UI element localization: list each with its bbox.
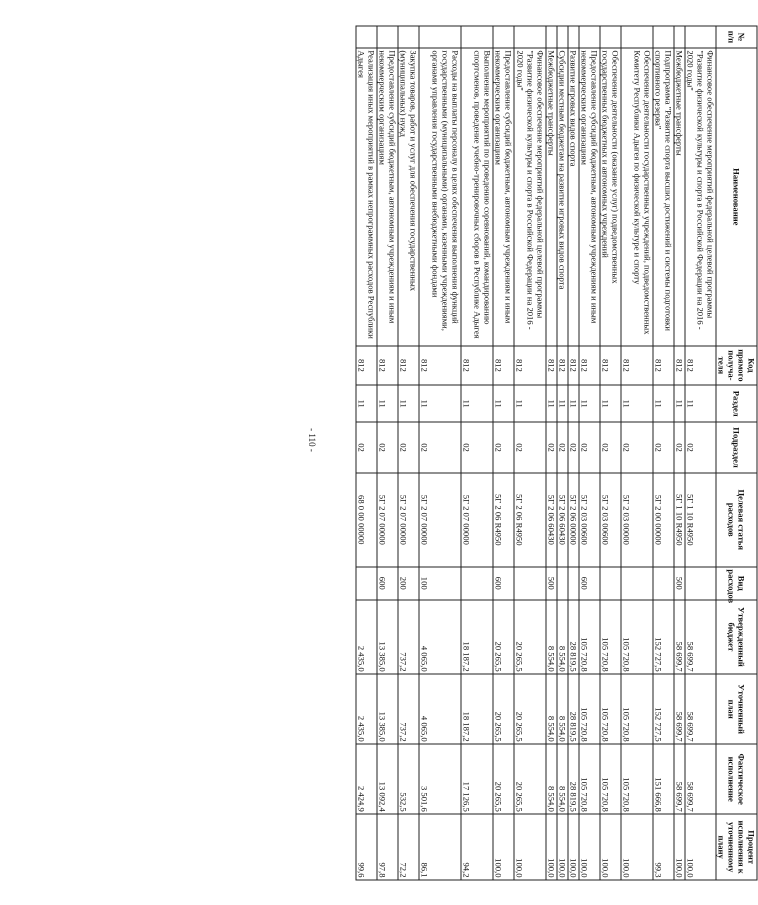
cell-type: [600, 566, 621, 599]
cell-refined: 13 385,0: [377, 674, 398, 744]
cell-actual: 28 819,5: [568, 744, 579, 814]
cell-idx: [674, 26, 685, 48]
cell-subsection: 02: [579, 422, 600, 472]
cell-code: 812: [546, 345, 557, 384]
cell-actual: 8 554,0: [557, 744, 568, 814]
cell-name: Предоставление субсидий бюджетным, автономным учреждениям и иным некоммерческим организациям: [579, 47, 600, 345]
cell-actual: 17 126,5: [461, 744, 493, 814]
cell-actual: 105 720,8: [579, 744, 600, 814]
cell-name: Межбюджетные трансферты: [546, 47, 557, 345]
cell-type: 500: [674, 566, 685, 599]
cell-refined: 18 187,2: [461, 674, 493, 744]
cell-refined: 105 720,8: [600, 674, 621, 744]
cell-idx: [398, 26, 419, 48]
cell-approved: 58 699,7: [674, 599, 685, 673]
cell-approved: 18 187,2: [461, 599, 493, 673]
cell-approved: 13 385,0: [377, 599, 398, 673]
cell-code: 812: [377, 345, 398, 384]
cell-percent: 100,0: [546, 814, 557, 880]
cell-type: 600: [493, 566, 514, 599]
cell-target: 5Г 2 06 60430: [546, 472, 557, 566]
cell-name: Закупка товаров, работ и услуг для обеспечения государственных (муниципальных) нужд: [398, 47, 419, 345]
cell-section: 11: [557, 385, 568, 422]
cell-approved: 20 265,5: [493, 599, 514, 673]
cell-section: 11: [461, 385, 493, 422]
cell-type: [514, 566, 546, 599]
table-row: [356, 26, 377, 880]
cell-section: 11: [356, 385, 377, 422]
header-refined: Уточненный план: [716, 674, 757, 744]
cell-percent: 99,3: [653, 814, 674, 880]
table-row: [653, 26, 674, 880]
cell-percent: 99,6: [356, 814, 377, 880]
cell-target: 5Г 2 03 00600: [579, 472, 600, 566]
cell-name: Расходы на выплаты персоналу в целях обеспечения выполнения функций государственными (муниципальными) органами, казенными учреждениями, органами управления государственными внебюджетными фондами: [419, 47, 461, 345]
cell-refined: 58 699,7: [674, 674, 685, 744]
cell-name: Финансовое обеспечение мероприятий федеральной целевой программы "Развитие физической культуры и спорта в Российской Федерации на 2016 - 2020 годы": [514, 47, 546, 345]
cell-refined: 2 435,0: [356, 674, 377, 744]
cell-type: 500: [546, 566, 557, 599]
cell-type: [557, 566, 568, 599]
cell-approved: 58 699,7: [685, 599, 716, 673]
table-row: [398, 26, 419, 880]
cell-actual: 20 265,5: [514, 744, 546, 814]
header-type: Вид расходов: [716, 566, 757, 599]
cell-percent: 86,1: [419, 814, 461, 880]
header-idx: № п/п: [716, 26, 757, 48]
cell-refined: 20 265,5: [514, 674, 546, 744]
cell-idx: [514, 26, 546, 48]
cell-approved: 737,2: [398, 599, 419, 673]
cell-type: [568, 566, 579, 599]
cell-name: Развитие игровых видов спорта: [568, 47, 579, 345]
table-row: [685, 26, 716, 880]
cell-section: 11: [493, 385, 514, 422]
cell-section: 11: [685, 385, 716, 422]
table-row: [674, 26, 685, 880]
cell-section: 11: [674, 385, 685, 422]
cell-refined: 58 699,7: [685, 674, 716, 744]
cell-percent: 100,0: [557, 814, 568, 880]
cell-code: 812: [621, 345, 653, 384]
cell-section: 11: [568, 385, 579, 422]
cell-actual: 532,5: [398, 744, 419, 814]
cell-code: 812: [461, 345, 493, 384]
cell-actual: 20 265,5: [493, 744, 514, 814]
cell-approved: 4 065,0: [419, 599, 461, 673]
cell-percent: 72,2: [398, 814, 419, 880]
cell-subsection: 02: [600, 422, 621, 472]
cell-percent: 100,0: [600, 814, 621, 880]
cell-code: 812: [514, 345, 546, 384]
header-percent: Процент исполнения к уточненному плану: [716, 814, 757, 880]
table-row: [461, 26, 493, 880]
cell-subsection: 02: [514, 422, 546, 472]
cell-type: [653, 566, 674, 599]
cell-approved: 28 819,5: [568, 599, 579, 673]
cell-code: 812: [653, 345, 674, 384]
cell-percent: 100,0: [621, 814, 653, 880]
cell-percent: 100,0: [674, 814, 685, 880]
cell-subsection: 02: [685, 422, 716, 472]
cell-section: 11: [377, 385, 398, 422]
cell-approved: 105 720,8: [621, 599, 653, 673]
cell-approved: 105 720,8: [579, 599, 600, 673]
table-row: [377, 26, 398, 880]
cell-actual: 105 720,8: [621, 744, 653, 814]
cell-approved: 2 435,0: [356, 599, 377, 673]
cell-percent: 100,0: [579, 814, 600, 880]
cell-target: 5Г 1 10 R4950: [685, 472, 716, 566]
cell-approved: 152 727,5: [653, 599, 674, 673]
cell-idx: [461, 26, 493, 48]
cell-subsection: 02: [461, 422, 493, 472]
cell-approved: 105 720,8: [600, 599, 621, 673]
cell-actual: 58 699,7: [685, 744, 716, 814]
cell-section: 11: [546, 385, 557, 422]
cell-name: Субсидии местным бюджетам на развитие игровых видов спорта: [557, 47, 568, 345]
cell-refined: 737,2: [398, 674, 419, 744]
cell-idx: [653, 26, 674, 48]
header-name: Наименование: [716, 47, 757, 345]
cell-target: 5Г 2 03 00600: [600, 472, 621, 566]
table-row: [600, 26, 621, 880]
cell-subsection: 02: [568, 422, 579, 472]
cell-code: 812: [419, 345, 461, 384]
table-row: [493, 26, 514, 880]
budget-table: [356, 25, 758, 880]
header-section: Раздел: [716, 385, 757, 422]
cell-refined: 8 554,0: [546, 674, 557, 744]
page-number: - 110 -: [307, 428, 317, 452]
cell-refined: 152 727,5: [653, 674, 674, 744]
cell-target: 5Г 2 07 00000: [419, 472, 461, 566]
cell-type: [356, 566, 377, 599]
cell-subsection: 02: [621, 422, 653, 472]
cell-name: Предоставление субсидий бюджетным, автономным учреждениям и иным некоммерческим организациям: [377, 47, 398, 345]
cell-refined: 28 819,5: [568, 674, 579, 744]
cell-section: 11: [514, 385, 546, 422]
cell-target: 5Г 2 06 60430: [557, 472, 568, 566]
cell-type: 600: [377, 566, 398, 599]
cell-refined: 105 720,8: [621, 674, 653, 744]
cell-code: 812: [398, 345, 419, 384]
cell-idx: [419, 26, 461, 48]
cell-target: 5Г 2 06 00000: [568, 472, 579, 566]
header-code: Код прямого получа-теля: [716, 345, 757, 384]
cell-refined: 20 265,5: [493, 674, 514, 744]
cell-section: 11: [579, 385, 600, 422]
cell-target: 5Г 2 07 00000: [377, 472, 398, 566]
header-target: Целевая статья расходов: [716, 472, 757, 566]
cell-actual: 13 092,4: [377, 744, 398, 814]
cell-section: 11: [653, 385, 674, 422]
cell-percent: 94,2: [461, 814, 493, 880]
cell-code: 812: [493, 345, 514, 384]
cell-approved: 20 265,5: [514, 599, 546, 673]
cell-code: 812: [685, 345, 716, 384]
cell-percent: 100,0: [568, 814, 579, 880]
cell-code: 812: [568, 345, 579, 384]
cell-percent: 100,0: [493, 814, 514, 880]
cell-name: Обеспечение деятельности государственных учреждений, подведомственных Комитету Республики Адыгея по физической культуре и спорту: [621, 47, 653, 345]
cell-target: 5Г 2 07 00000: [398, 472, 419, 566]
cell-section: 11: [419, 385, 461, 422]
cell-percent: 100,0: [685, 814, 716, 880]
cell-code: 812: [579, 345, 600, 384]
cell-section: 11: [398, 385, 419, 422]
cell-percent: 97,8: [377, 814, 398, 880]
cell-type: [621, 566, 653, 599]
cell-idx: [685, 26, 716, 48]
table-row: [514, 26, 546, 880]
cell-target: 5Г 2 03 00000: [621, 472, 653, 566]
cell-code: 812: [674, 345, 685, 384]
cell-actual: 105 720,8: [600, 744, 621, 814]
header-approved: Утвержденный бюджет: [716, 599, 757, 673]
cell-idx: [493, 26, 514, 48]
cell-target: 68 0 00 00000: [356, 472, 377, 566]
cell-percent: 100,0: [514, 814, 546, 880]
cell-idx: [377, 26, 398, 48]
document-sheet: [148, 25, 758, 880]
cell-actual: 3 501,6: [419, 744, 461, 814]
cell-idx: [568, 26, 579, 48]
header-actual: Фактическое исполнение: [716, 744, 757, 814]
table-row: [621, 26, 653, 880]
cell-idx: [356, 26, 377, 48]
cell-name: Выполнение мероприятий по проведению соревнований, командированию спортсменов, проведение учебно-тренировочных сборов в Республике Адыгея: [461, 47, 493, 345]
cell-subsection: 02: [377, 422, 398, 472]
cell-idx: [557, 26, 568, 48]
cell-actual: 2 424,9: [356, 744, 377, 814]
cell-actual: 151 666,8: [653, 744, 674, 814]
cell-type: 100: [419, 566, 461, 599]
cell-subsection: 02: [546, 422, 557, 472]
cell-subsection: 02: [398, 422, 419, 472]
table-row: [546, 26, 557, 880]
cell-actual: 8 554,0: [546, 744, 557, 814]
cell-type: [685, 566, 716, 599]
cell-subsection: 02: [356, 422, 377, 472]
cell-refined: 105 720,8: [579, 674, 600, 744]
cell-code: 812: [557, 345, 568, 384]
cell-target: 5Г 2 06 R4950: [514, 472, 546, 566]
table-header-row: [716, 26, 757, 880]
table-row: [557, 26, 568, 880]
cell-name: Межбюджетные трансферты: [674, 47, 685, 345]
cell-name: Обеспечение деятельности (оказание услуг) подведомственных государственных бюджетных и автономных учреждений: [600, 47, 621, 345]
cell-target: 5Г 2 00 00000: [653, 472, 674, 566]
cell-subsection: 02: [557, 422, 568, 472]
cell-type: 200: [398, 566, 419, 599]
cell-subsection: 02: [419, 422, 461, 472]
cell-type: [461, 566, 493, 599]
cell-subsection: 02: [493, 422, 514, 472]
cell-refined: 8 554,0: [557, 674, 568, 744]
cell-type: 600: [579, 566, 600, 599]
cell-idx: [579, 26, 600, 48]
cell-idx: [621, 26, 653, 48]
table-row: [419, 26, 461, 880]
cell-name: Подпрограмма "Развитие спорта высших достижений и системы подготовки спортивного резерва": [653, 47, 674, 345]
cell-section: 11: [600, 385, 621, 422]
header-subsection: Подраздел: [716, 422, 757, 472]
cell-target: 5Г 2 07 00000: [461, 472, 493, 566]
cell-section: 11: [621, 385, 653, 422]
cell-actual: 58 699,7: [674, 744, 685, 814]
cell-idx: [600, 26, 621, 48]
table-row: [568, 26, 579, 880]
cell-name: Финансовое обеспечение мероприятий федеральной целевой программы "Развитие физической культуры и спорта в Российской Федерации на 2016 - 2020 годы": [685, 47, 716, 345]
table-row: [579, 26, 600, 880]
cell-approved: 8 554,0: [546, 599, 557, 673]
cell-approved: 8 554,0: [557, 599, 568, 673]
cell-subsection: 02: [674, 422, 685, 472]
cell-name: Предоставление субсидий бюджетным, автономным учреждениям и иным некоммерческим организациям: [493, 47, 514, 345]
cell-target: 5Г 1 10 R4950: [674, 472, 685, 566]
cell-code: 812: [600, 345, 621, 384]
cell-subsection: 02: [653, 422, 674, 472]
cell-refined: 4 065,0: [419, 674, 461, 744]
table-body: [356, 26, 716, 880]
cell-idx: [546, 26, 557, 48]
cell-name: Реализация иных мероприятий в рамках непрограммных расходов Республики Адыгея: [356, 47, 377, 345]
cell-target: 5Г 2 06 R4950: [493, 472, 514, 566]
cell-code: 812: [356, 345, 377, 384]
